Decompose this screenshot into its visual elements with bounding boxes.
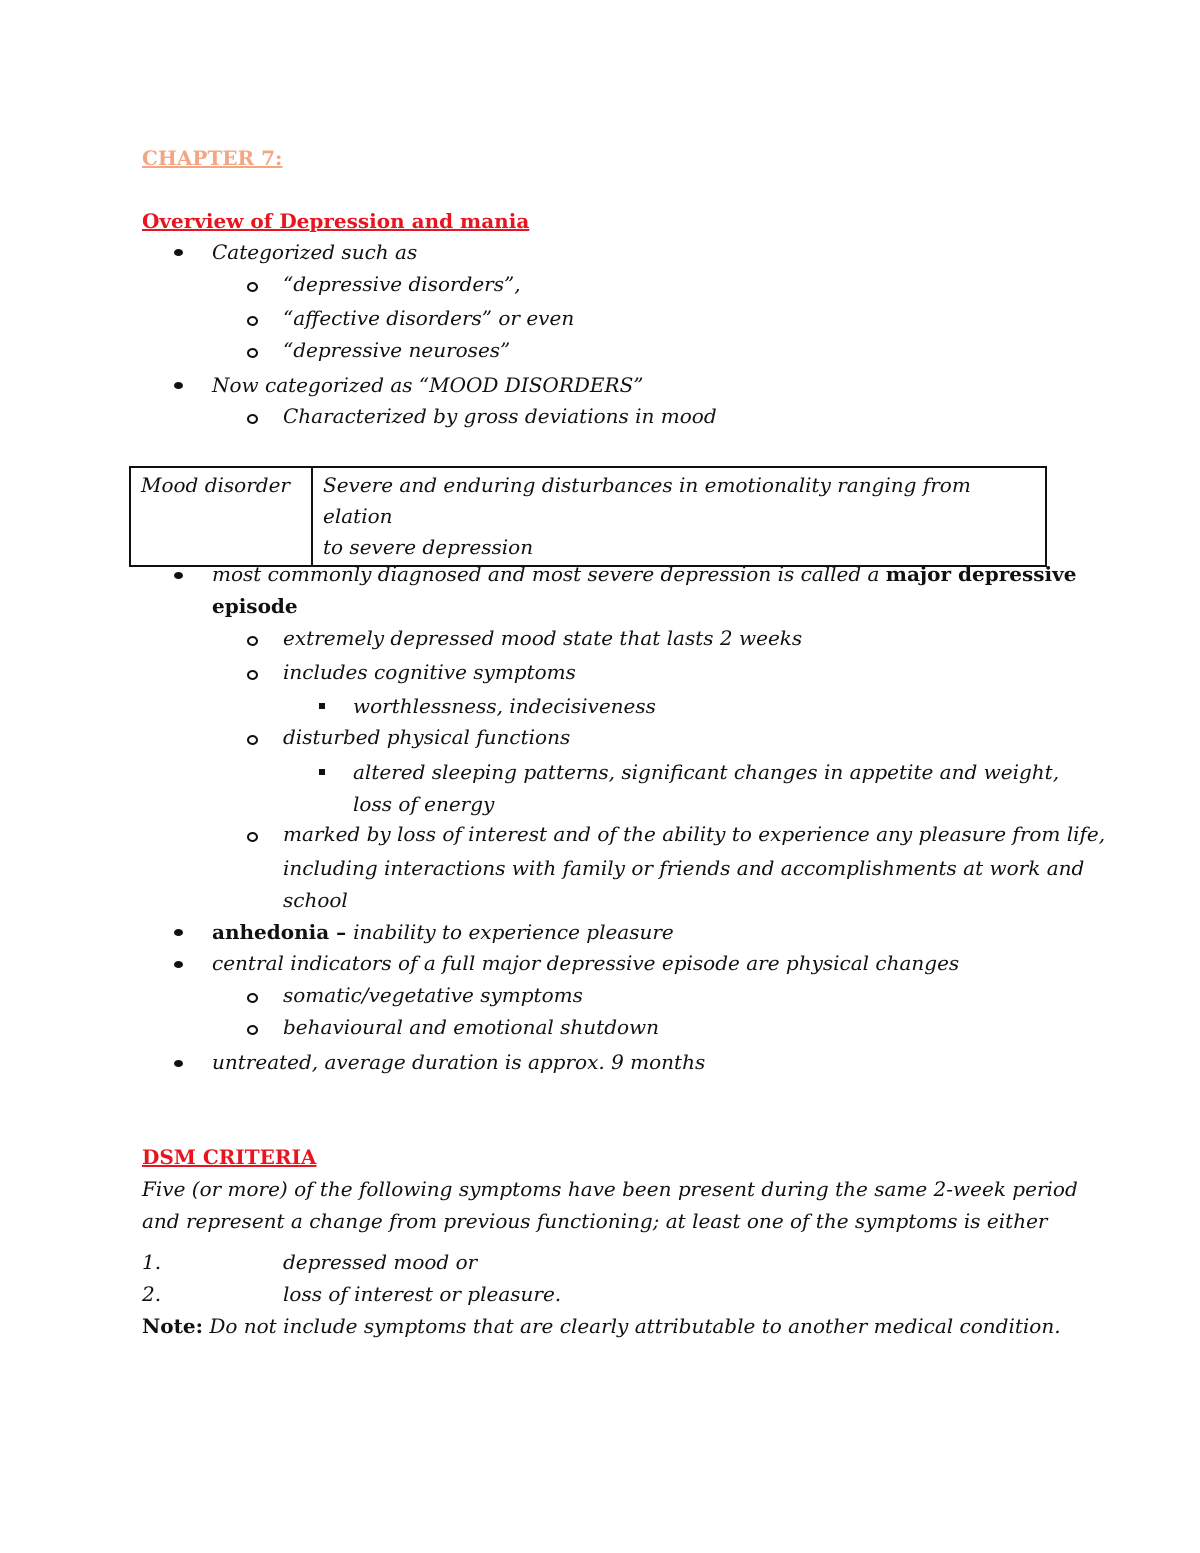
episode-bullet-4: untreated, average duration is approx. 9 months (212, 1050, 706, 1074)
episode-sub-4-line3: school (283, 888, 348, 912)
dsm-item-1-number: 1. (142, 1250, 162, 1274)
circle-bullet-icon (247, 316, 258, 326)
overview-heading: Overview of Depression and mania (142, 209, 530, 233)
square-bullet-icon (319, 703, 325, 709)
overview-bullet-2: Now categorized as “MOOD DISORDERS” (212, 373, 644, 397)
episode-sub-4-line2: including interactions with family or friends and accomplishments at work and (283, 856, 1085, 880)
disc-bullet-icon (174, 961, 183, 968)
disc-bullet-icon (174, 929, 183, 936)
circle-bullet-icon (247, 348, 258, 358)
circle-bullet-icon (247, 282, 258, 292)
circle-bullet-icon (247, 735, 258, 745)
dsm-intro-line1: Five (or more) of the following symptoms have been present during the same 2-week period (142, 1177, 1078, 1201)
definition-table (129, 466, 1047, 567)
episode-sub-5: somatic/vegetative symptoms (283, 983, 583, 1007)
circle-bullet-icon (247, 636, 258, 646)
episode-sub-3: disturbed physical functions (283, 725, 571, 749)
dsm-heading: DSM CRITERIA (142, 1145, 317, 1169)
episode-bullet-1: most commonly diagnosed and most severe depression is called a major depressive (212, 562, 1077, 586)
dsm-item-2-number: 2. (142, 1282, 162, 1306)
disc-bullet-icon (174, 572, 183, 579)
disc-bullet-icon (174, 1060, 183, 1067)
disc-bullet-icon (174, 249, 183, 256)
circle-bullet-icon (247, 1025, 258, 1035)
episode-sub-2: includes cognitive symptoms (283, 660, 576, 684)
overview-sub-4: Characterized by gross deviations in mood (283, 404, 717, 428)
square-bullet-icon (319, 769, 325, 775)
overview-sub-1: “depressive disorders”, (283, 272, 521, 296)
chapter-title: CHAPTER 7: (142, 146, 283, 170)
definition-text: Severe and enduring disturbances in emotionality ranging from elation to severe depression (312, 467, 1046, 566)
disc-bullet-icon (174, 382, 183, 389)
overview-sub-3: “depressive neuroses” (283, 338, 511, 362)
episode-subsub-1: worthlessness, indecisiveness (353, 694, 656, 718)
table-row (130, 467, 1046, 566)
definition-term: Mood disorder (130, 467, 312, 566)
episode-sub-6: behavioural and emotional shutdown (283, 1015, 660, 1039)
dsm-item-2-text: loss of interest or pleasure. (283, 1282, 562, 1306)
episode-bullet-1-continued: episode (212, 594, 298, 618)
overview-sub-2: “affective disorders” or even (283, 306, 575, 330)
circle-bullet-icon (247, 670, 258, 680)
episode-bullet-3: central indicators of a full major depressive episode are physical changes (212, 951, 960, 975)
circle-bullet-icon (247, 414, 258, 424)
episode-bullet-2: anhedonia – inability to experience pleasure (212, 920, 674, 944)
overview-bullet-1: Categorized such as (212, 240, 418, 264)
episode-subsub-2-line2: loss of energy (353, 792, 495, 816)
dsm-note: Note: Do not include symptoms that are clearly attributable to another medical condition. (142, 1314, 1061, 1338)
dsm-intro-line2: and represent a change from previous functioning; at least one of the symptoms is either (142, 1209, 1048, 1233)
episode-sub-4-line1: marked by loss of interest and of the ability to experience any pleasure from life, (283, 822, 1106, 846)
episode-sub-1: extremely depressed mood state that lasts 2 weeks (283, 626, 803, 650)
dsm-item-1-text: depressed mood or (283, 1250, 478, 1274)
episode-subsub-2-line1: altered sleeping patterns, significant changes in appetite and weight, (353, 760, 1060, 784)
circle-bullet-icon (247, 832, 258, 842)
circle-bullet-icon (247, 993, 258, 1003)
